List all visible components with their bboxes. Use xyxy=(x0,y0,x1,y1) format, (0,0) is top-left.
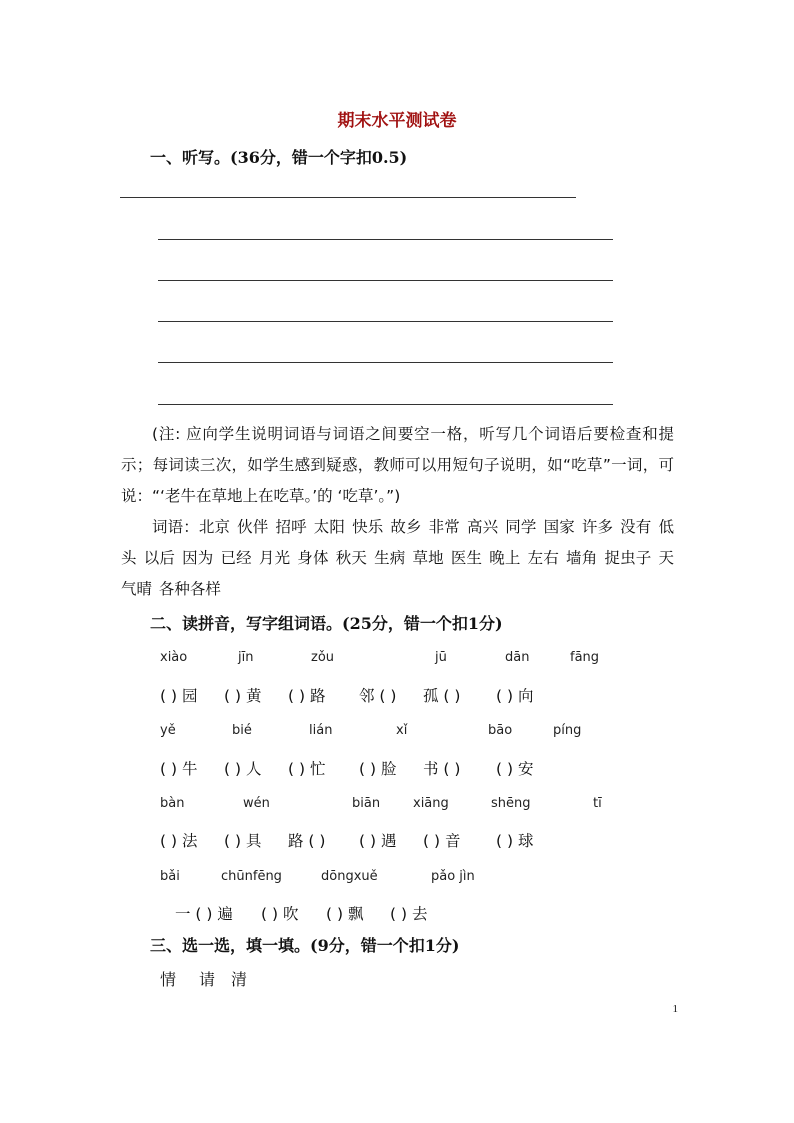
fill-in-slot[interactable]: ( ) 牛 xyxy=(160,760,198,778)
pinyin: xǐ xyxy=(396,723,408,738)
section-3-heading: 三、选一选，填一填。(9分，错一个扣1分) xyxy=(150,936,460,955)
choice-char: 请 xyxy=(199,970,216,989)
page-title: 期末水平测试卷 xyxy=(337,111,457,131)
pinyin: wén xyxy=(243,796,270,811)
dictation-line-4[interactable] xyxy=(158,321,613,322)
dictation-note: (注: 应向学生说明词语与词语之间要空一格，听写几个词语后要检查和提示；每词读三次，如学生感到疑惑，教师可以用短句子说明，如“吃草”一词，可说：“‘老牛在草地上在吃草。’的 ‘吃草’。”) xyxy=(121,425,674,505)
fill-in-slot[interactable]: ( ) 飘 xyxy=(326,905,364,923)
dictation-line-1[interactable] xyxy=(120,197,576,198)
choice-char: 清 xyxy=(231,970,248,989)
fill-in-slot[interactable]: 孤 ( ) xyxy=(423,687,461,705)
pinyin: dōngxuě xyxy=(321,869,378,884)
fill-in-slot[interactable]: ( ) 忙 xyxy=(288,760,326,778)
pinyin: jīn xyxy=(238,650,254,665)
pinyin: bié xyxy=(232,723,252,738)
fill-in-slot[interactable]: ( ) 黄 xyxy=(224,687,262,705)
fill-in-slot[interactable]: 一 ( ) 遍 xyxy=(175,905,233,923)
fill-in-slot[interactable]: 书 ( ) xyxy=(423,760,461,778)
dictation-line-2[interactable] xyxy=(158,239,613,240)
pinyin: chūnfēng xyxy=(221,869,282,884)
pinyin: zǒu xyxy=(311,650,335,665)
pinyin: xiāng xyxy=(413,796,449,811)
dictation-line-6[interactable] xyxy=(158,404,613,405)
dictation-line-5[interactable] xyxy=(158,362,613,363)
fill-in-slot[interactable]: ( ) 路 xyxy=(288,687,326,705)
fill-in-slot[interactable]: ( ) 人 xyxy=(224,760,262,778)
pinyin: bāo xyxy=(488,723,513,738)
section-1-heading: 一、听写。(36分，错一个字扣0.5) xyxy=(150,148,408,167)
fill-in-slot[interactable]: ( ) 去 xyxy=(390,905,428,923)
fill-in-slot[interactable]: ( ) 向 xyxy=(496,687,534,705)
pinyin: bǎi xyxy=(160,869,180,884)
fill-in-slot[interactable]: ( ) 脸 xyxy=(359,760,397,778)
fill-in-slot[interactable]: ( ) 安 xyxy=(496,760,534,778)
fill-in-slot[interactable]: ( ) 具 xyxy=(224,832,262,850)
pinyin: pǎo jìn xyxy=(431,869,475,884)
fill-in-slot[interactable]: ( ) 音 xyxy=(423,832,461,850)
pinyin: yě xyxy=(160,723,176,738)
pinyin: xiào xyxy=(160,650,188,665)
page-number: 1 xyxy=(672,1003,678,1015)
pinyin: píng xyxy=(553,723,582,738)
fill-in-slot[interactable]: ( ) 遇 xyxy=(359,832,397,850)
pinyin: lián xyxy=(309,723,333,738)
pinyin: jū xyxy=(435,650,447,665)
dictation-line-3[interactable] xyxy=(158,280,613,281)
pinyin: biān xyxy=(352,796,381,811)
choice-char: 情 xyxy=(160,970,177,989)
fill-in-slot[interactable]: ( ) 吹 xyxy=(261,905,299,923)
pinyin: tī xyxy=(593,796,602,811)
fill-in-slot[interactable]: ( ) 园 xyxy=(160,687,198,705)
section-2-heading: 二、读拼音，写字组词语。(25分，错一个扣1分) xyxy=(150,614,503,633)
pinyin: fāng xyxy=(570,650,600,665)
fill-in-slot[interactable]: 路 ( ) xyxy=(288,832,326,850)
fill-in-slot[interactable]: ( ) 法 xyxy=(160,832,198,850)
pinyin: dān xyxy=(505,650,530,665)
dictation-word-list: 词语：北京 伙伴 招呼 太阳 快乐 故乡 非常 高兴 同学 国家 许多 没有 低头 以后 因为 已经 月光 身体 秋天 生病 草地 医生 晚上 左右 墙角 捉虫子 天气晴 各种各样 xyxy=(121,518,674,598)
fill-in-slot[interactable]: ( ) 球 xyxy=(496,832,534,850)
fill-in-slot[interactable]: 邻 ( ) xyxy=(359,687,397,705)
pinyin: shēng xyxy=(491,796,531,811)
pinyin: bàn xyxy=(160,796,185,811)
